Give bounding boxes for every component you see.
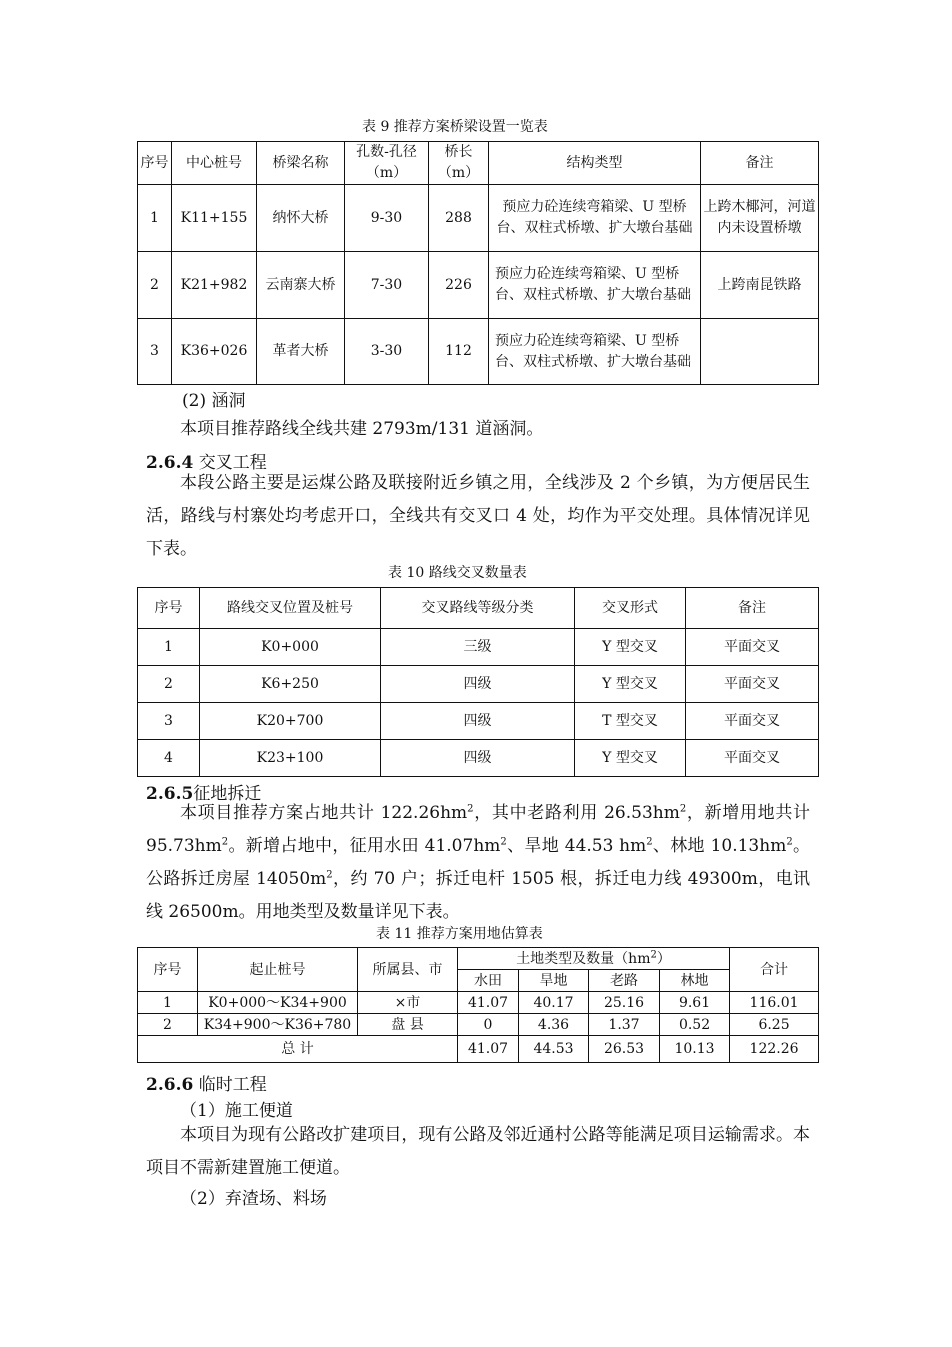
header-cell: 序号 [138,948,198,992]
table-cell: 25.16 [589,992,660,1014]
header-cell: 序号 [138,588,200,629]
text-run: ，约 70 户；拆迁电杆 1505 根，拆迁电力线 49300m，电讯线 26500m。用地类型及数量详见下表。 [146,869,810,922]
table-cell: 上跨木椰河，河道内未设置桥墩 [701,185,819,252]
text-run: 。新增占地中，征用水田 41.07hm [228,836,501,856]
table-cell: 纳怀大桥 [257,185,345,252]
section-2-6-4-text: 本段公路主要是运煤公路及联接附近乡镇之用，全线涉及 2 个乡镇，为方便居民生活，路线与村寨处均考虑开口，全线共有交叉口 4 处，均作为平交处理。具体情况详见下表。 [146,473,810,559]
table-cell: 41.07 [458,1036,519,1063]
subsection-heading: （1）施工便道 [180,1101,293,1121]
land-use-table [137,947,819,1063]
table-cell: 上跨南昆铁路 [701,252,819,319]
header-cell: 起止桩号 [198,948,358,992]
table-cell: 平面交叉 [686,740,819,777]
table-cell: 226 [429,252,489,319]
table-cell: 云南寨大桥 [257,252,345,319]
superscript: 2 [679,803,687,815]
table-cell: Y 型交叉 [575,666,686,703]
table-cell: T 型交叉 [575,703,686,740]
table-cell: 三级 [381,629,575,666]
table-cell: K6+250 [200,666,381,703]
text-run: ，新增用地共计 95.73hm [146,803,811,856]
table-cell: 盘 县 [358,1014,458,1036]
header-text: ） [656,950,671,967]
header-cell: 水田 [458,970,519,992]
text-run: 、旱地 44.53 hm [506,836,647,856]
table-cell: K20+700 [200,703,381,740]
header-cell: 备注 [686,588,819,629]
text-run: 本项目推荐方案占地共计 122.26hm [180,803,468,823]
table-cell: 9-30 [345,185,429,252]
intersection-table [137,587,819,777]
table10-caption: 表 10 路线交叉数量表 [388,565,527,581]
table-row [138,992,819,1014]
header-cell: 备注 [701,142,819,185]
header-cell: 交叉形式 [575,588,686,629]
header-cell: 结构类型 [489,142,701,185]
table-cell: 预应力砼连续弯箱梁、U 型桥台、双柱式桥墩、扩大墩台基础 [489,252,701,319]
table-total-row [138,1036,819,1063]
header-cell: 旱地 [519,970,589,992]
table-cell: 平面交叉 [686,629,819,666]
table-cell: 四级 [381,740,575,777]
table-cell: 1 [138,185,172,252]
header-cell: 所属县、市 [358,948,458,992]
table-cell: K0+000 [200,629,381,666]
table-row [138,703,819,740]
table-cell: 40.17 [519,992,589,1014]
section-number: 2.6.4 [146,453,194,473]
table-cell: 2 [138,252,172,319]
table-cell: 44.53 [519,1036,589,1063]
table-cell: 0.52 [660,1014,730,1036]
table-cell: 41.07 [458,992,519,1014]
table-cell [701,319,819,385]
table-cell: 3-30 [345,319,429,385]
table-cell: 1.37 [589,1014,660,1036]
header-cell: 交叉路线等级分类 [381,588,575,629]
table-cell: K21+982 [172,252,257,319]
section-number: 2.6.6 [146,1075,194,1095]
table-cell: 3 [138,319,172,385]
table-row [138,666,819,703]
table-row [138,629,819,666]
header-cell: 路线交叉位置及桩号 [200,588,381,629]
table-cell: 革者大桥 [257,319,345,385]
table-cell: 26.53 [589,1036,660,1063]
table-cell: K11+155 [172,185,257,252]
culvert-text: 本项目推荐路线全线共建 2793m/131 道涵洞。 [180,419,544,439]
table-cell: 1 [138,992,198,1014]
table-cell: 平面交叉 [686,703,819,740]
table-cell: Y 型交叉 [575,629,686,666]
table-cell: 288 [429,185,489,252]
table-cell: K0+000～K34+900 [198,992,358,1014]
header-cell: 老路 [589,970,660,992]
superscript: 2 [650,948,657,960]
section-title: 征地拆迁 [193,784,262,804]
text-run: 、林地 10.13hm [652,836,787,856]
superscript: 2 [326,869,333,881]
section-title: 交叉工程 [198,453,267,473]
section-title: 临时工程 [198,1075,267,1095]
table-cell: 4 [138,740,200,777]
table-cell: 四级 [381,703,575,740]
table-cell: 6.25 [730,1014,819,1036]
table-cell: 预应力砼连续弯箱梁、U 型桥台、双柱式桥墩、扩大墩台基础 [489,185,701,252]
table-cell: K34+900～K36+780 [198,1014,358,1036]
table-cell: 4.36 [519,1014,589,1036]
table-cell: 112 [429,319,489,385]
bridge-table [137,141,819,385]
table-row [138,740,819,777]
header-text: 土地类型及数量（hm [516,950,651,967]
superscript: 2 [221,836,229,848]
header-cell: 桥长（m） [429,142,489,185]
table-cell: K23+100 [200,740,381,777]
total-label: 总 计 [138,1036,458,1063]
table-cell: 3 [138,703,200,740]
table-cell: 平面交叉 [686,666,819,703]
table-cell: 10.13 [660,1036,730,1063]
table9-caption: 表 9 推荐方案桥梁设置一览表 [362,119,548,135]
subsection-heading: （2）弃渣场、料场 [180,1189,327,1209]
table-header-row [138,588,819,629]
table-row [138,185,819,252]
table-cell: K36+026 [172,319,257,385]
text-run: 。公路拆迁房屋 14050m [146,836,811,889]
section-2-6-5-text [146,797,810,929]
table-cell: 2 [138,1014,198,1036]
header-cell: 中心桩号 [172,142,257,185]
table-cell: 7-30 [345,252,429,319]
text-run: ，其中老路利用 26.53hm [473,803,680,823]
table-header-row [138,948,819,970]
table-cell: 2 [138,666,200,703]
superscript: 2 [786,836,793,848]
table-cell: 122.26 [730,1036,819,1063]
table-cell: 1 [138,629,200,666]
table-row [138,252,819,319]
superscript: 2 [467,803,474,815]
header-cell [458,948,730,970]
section-2-6-6-text: 本项目为现有公路改扩建项目，现有公路及邻近通村公路等能满足项目运输需求。本项目不需新建置施工便道。 [146,1125,810,1178]
table-cell: ×市 [358,992,458,1014]
header-cell: 桥梁名称 [257,142,345,185]
table-row [138,1014,819,1036]
table-cell: 四级 [381,666,575,703]
superscript: 2 [646,836,653,848]
table-cell: 9.61 [660,992,730,1014]
section-2-6-6-heading [146,1070,267,1095]
table-cell: 0 [458,1014,519,1036]
header-cell: 序号 [138,142,172,185]
table-header-row [138,142,819,185]
table-row [138,319,819,385]
table11-caption: 表 11 推荐方案用地估算表 [376,926,543,942]
culvert-heading: (2) 涵洞 [182,391,246,411]
table-cell: 预应力砼连续弯箱梁、U 型桥台、双柱式桥墩、扩大墩台基础 [489,319,701,385]
header-cell: 林地 [660,970,730,992]
section-number: 2.6.5 [146,784,194,804]
superscript: 2 [500,836,507,848]
header-cell: 合计 [730,948,819,992]
table-cell: 116.01 [730,992,819,1014]
table-cell: Y 型交叉 [575,740,686,777]
header-cell: 孔数-孔径（m） [345,142,429,185]
